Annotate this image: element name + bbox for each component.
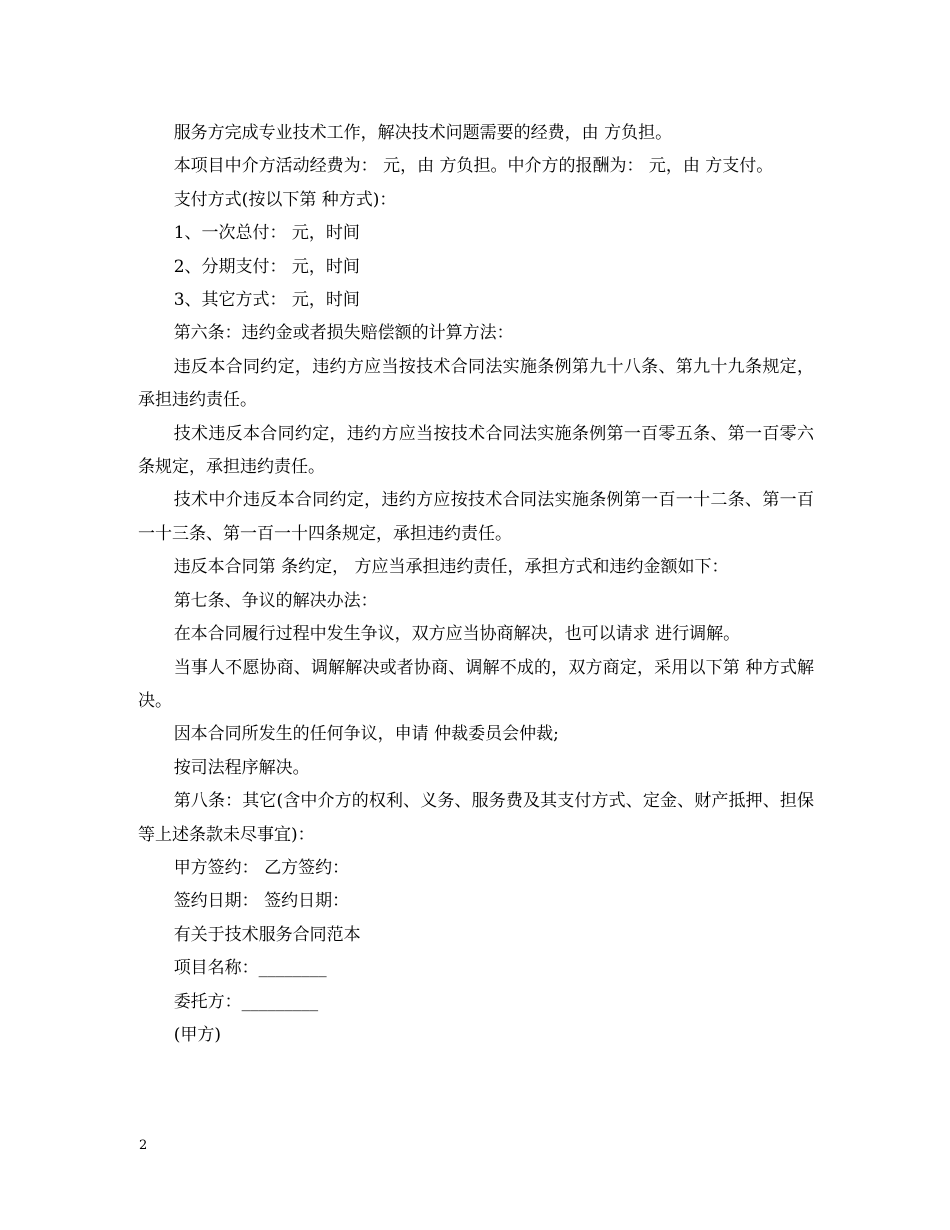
paragraph-payment-option-1: 1、一次总付： 元，时间 xyxy=(173,223,360,244)
party-a-label: (甲方) xyxy=(173,1024,221,1045)
page-number: 2 xyxy=(139,1138,148,1153)
client-line: 委托方：_________ xyxy=(173,991,319,1012)
paragraph-payment-option-3: 3、其它方式： 元，时间 xyxy=(173,290,360,311)
paragraph-intermediary-fee: 本项目中介方活动经费为： 元，由 方负担。中介方的报酬为： 元，由 方支付。 xyxy=(173,156,774,177)
document-body xyxy=(138,117,814,1052)
paragraph-dispute-2: 当事人不愿协商、调解解决或者协商、调解不成的，双方商定，采用以下第 种方式解决。 xyxy=(138,657,814,711)
heading-article-6: 第六条：违约金或者损失赔偿额的计算方法： xyxy=(173,323,514,344)
paragraph-payment-option-2: 2、分期支付： 元，时间 xyxy=(173,256,360,277)
heading-article-8: 第八条：其它(含中介方的权利、义务、服务费及其支付方式、定金、财产抵押、担保等上述条款未尽事宜)： xyxy=(138,791,814,845)
project-name-line: 项目名称：________ xyxy=(173,958,327,979)
section-title: 有关于技术服务合同范本 xyxy=(173,924,361,945)
signature-line: 甲方签约： 乙方签约： xyxy=(173,857,350,878)
heading-article-7: 第七条、争议的解决办法： xyxy=(173,590,378,611)
paragraph-breach-2: 技术违反本合同约定，违约方应当按技术合同法实施条例第一百零五条、第一百零六条规定，承担违约责任。 xyxy=(138,423,814,478)
paragraph-breach-1: 违反本合同约定，违约方应当按技术合同法实施条例第九十八条、第九十九条规定，承担违约责任。 xyxy=(138,356,814,411)
paragraph-payment-method: 支付方式(按以下第 种方式)： xyxy=(173,189,397,210)
paragraph-dispute-court: 按司法程序解决。 xyxy=(173,757,310,778)
paragraph-breach-4: 违反本合同第 条约定， 方应当承担违约责任，承担方式和违约金额如下： xyxy=(173,557,729,578)
paragraph-dispute-1: 在本合同履行过程中发生争议，双方应当协商解决，也可以请求 进行调解。 xyxy=(173,624,741,645)
paragraph-breach-3: 技术中介违反本合同约定，违约方应按技术合同法实施条例第一百一十二条、第一百一十三条、第一百一十四条规定，承担违约责任。 xyxy=(138,490,814,544)
signature-date-line: 签约日期： 签约日期： xyxy=(173,891,350,912)
paragraph-service-cost: 服务方完成专业技术工作，解决技术问题需要的经费，由 方负担。 xyxy=(173,123,673,143)
paragraph-dispute-arbitration: 因本合同所发生的任何争议，申请 仲裁委员会仲裁; xyxy=(173,724,559,745)
